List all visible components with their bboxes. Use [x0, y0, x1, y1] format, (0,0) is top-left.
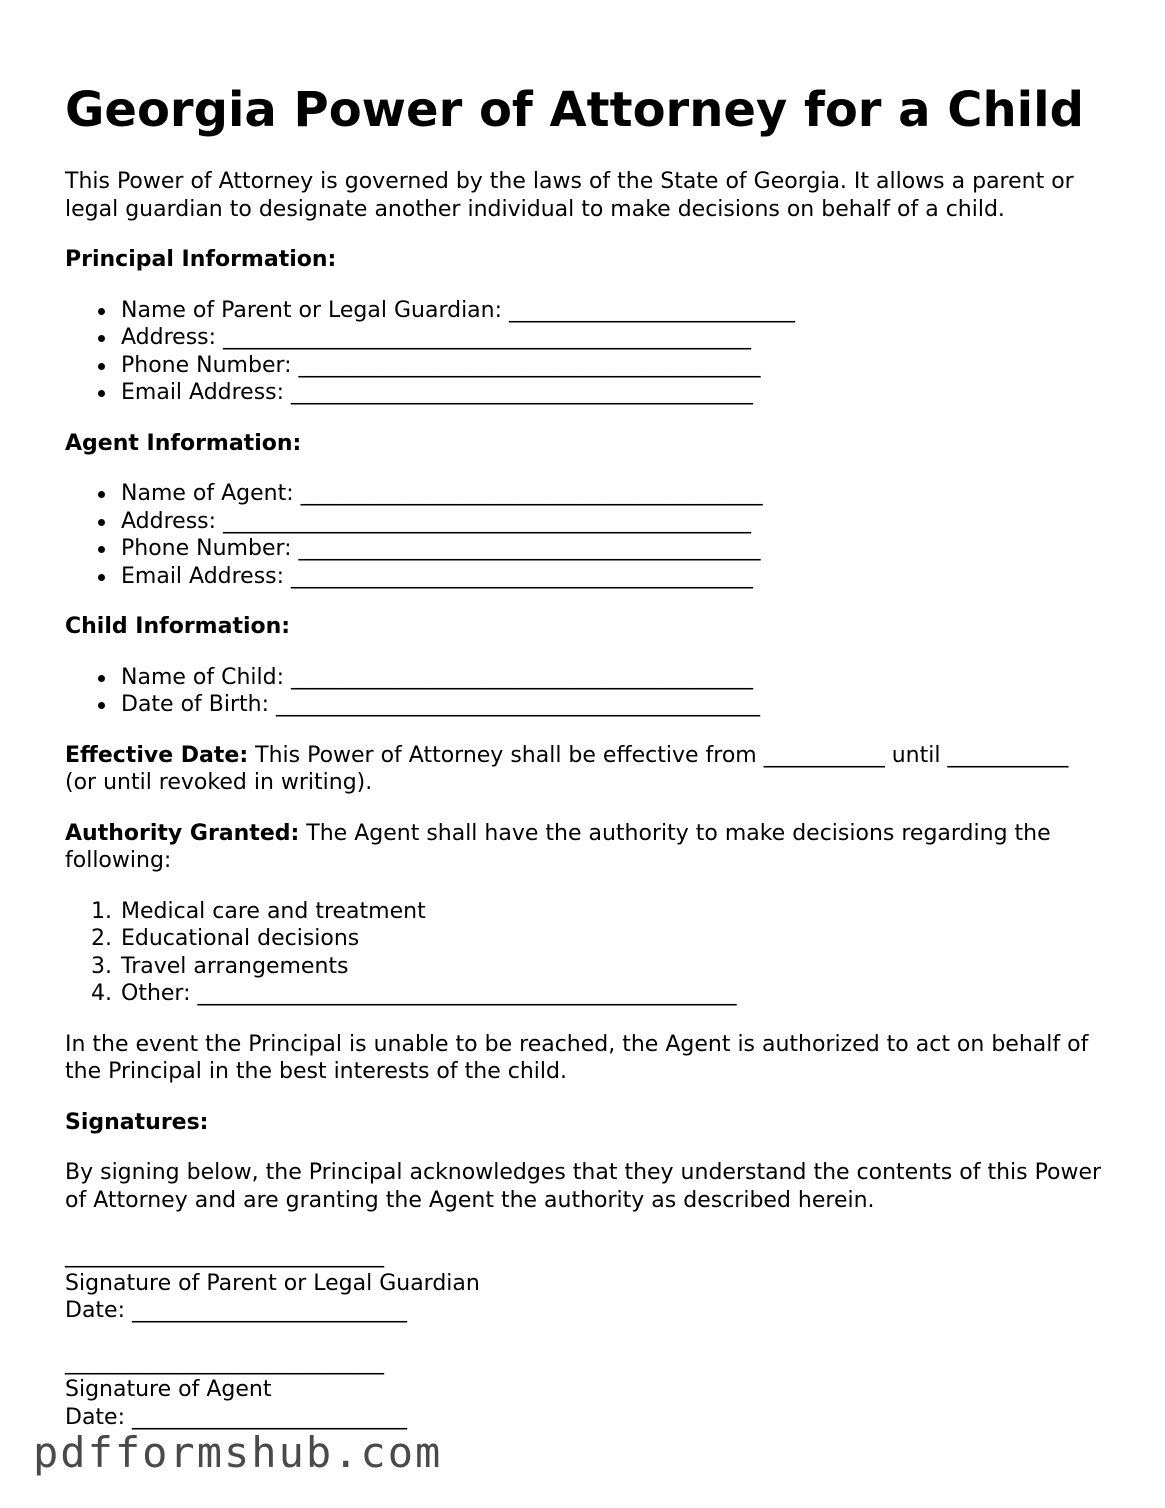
agent-email-field: Email Address: __________________________________________	[121, 563, 1105, 591]
document-body	[65, 82, 1105, 1431]
authority-item-travel	[91, 953, 1105, 981]
list-number: 1.	[91, 898, 112, 924]
child-name-field: Name of Child: __________________________________________	[121, 664, 1105, 692]
agent-address-field: Address: ________________________________________________	[121, 508, 1105, 536]
agent-name-field: Name of Agent: __________________________________________	[121, 480, 1105, 508]
authority-list	[65, 898, 1105, 1008]
authority-text: The Agent shall have the authority to make decisions regarding the following:	[65, 820, 1051, 873]
principal-name-field: Name of Parent or Legal Guardian: __________________________	[121, 297, 1105, 325]
parent-signature-block	[65, 1242, 1105, 1325]
parent-signature-line: _____________________________	[65, 1243, 384, 1268]
principal-email-field: Email Address: __________________________________________	[121, 379, 1105, 407]
event-clause-paragraph: In the event the Principal is unable to be reached, the Agent is authorized to act on behalf of the Principal in the best interests of the child.	[65, 1031, 1089, 1084]
list-number: 2.	[91, 926, 112, 951]
parent-signature-label: Signature of Parent or Legal Guardian	[65, 1270, 480, 1296]
principal-heading: Principal Information:	[65, 247, 337, 272]
authority-item-other	[91, 980, 1105, 1008]
principal-list	[65, 297, 1105, 407]
agent-signature-line: _____________________________	[65, 1349, 384, 1375]
authority-item-education	[91, 925, 1105, 953]
agent-signature-block	[65, 1349, 1105, 1432]
agent-list	[65, 480, 1105, 590]
child-heading: Child Information:	[65, 614, 291, 639]
document-title: Georgia Power of Attorney for a Child	[65, 82, 1084, 138]
authority-item-text: Other: _________________________________________________	[121, 981, 737, 1006]
watermark-text: pdfformshub.com	[33, 1428, 443, 1477]
principal-phone-field: Phone Number: __________________________________________	[121, 352, 1105, 380]
parent-signature-date: Date: _________________________	[65, 1298, 407, 1323]
authority-item-text: Travel arrangements	[121, 953, 349, 979]
agent-phone-field: Phone Number: __________________________________________	[121, 535, 1105, 563]
authority-paragraph	[65, 820, 1105, 875]
intro-paragraph: This Power of Attorney is governed by the laws of the State of Georgia. It allows a parent or legal guardian to designate another individual to make decisions on behalf of a child.	[65, 169, 1074, 222]
list-number: 3.	[91, 953, 112, 979]
child-list	[65, 664, 1105, 719]
agent-signature-label: Signature of Agent	[65, 1377, 272, 1402]
effective-date-label: Effective Date:	[65, 742, 249, 768]
acknowledgment-paragraph: By signing below, the Principal acknowledges that they understand the contents of this Power of Attorney and are granting the Agent the authority as described herein.	[65, 1160, 1102, 1213]
child-dob-field: Date of Birth: ____________________________________________	[121, 691, 1105, 719]
list-number: 4.	[91, 981, 112, 1006]
signatures-heading: Signatures:	[65, 1109, 209, 1135]
effective-date-paragraph	[65, 742, 1105, 797]
authority-item-text: Medical care and treatment	[121, 898, 426, 924]
principal-address-field: Address: ________________________________________________	[121, 324, 1105, 352]
authority-item-medical	[91, 898, 1105, 926]
agent-signature-date: Date: _________________________	[65, 1404, 407, 1430]
authority-label: Authority Granted:	[65, 820, 300, 846]
authority-item-text: Educational decisions	[121, 926, 360, 951]
agent-heading: Agent Information:	[65, 430, 302, 456]
effective-date-text: This Power of Attorney shall be effective from ___________ until ___________ (or until revoked in writing).	[65, 742, 1069, 795]
